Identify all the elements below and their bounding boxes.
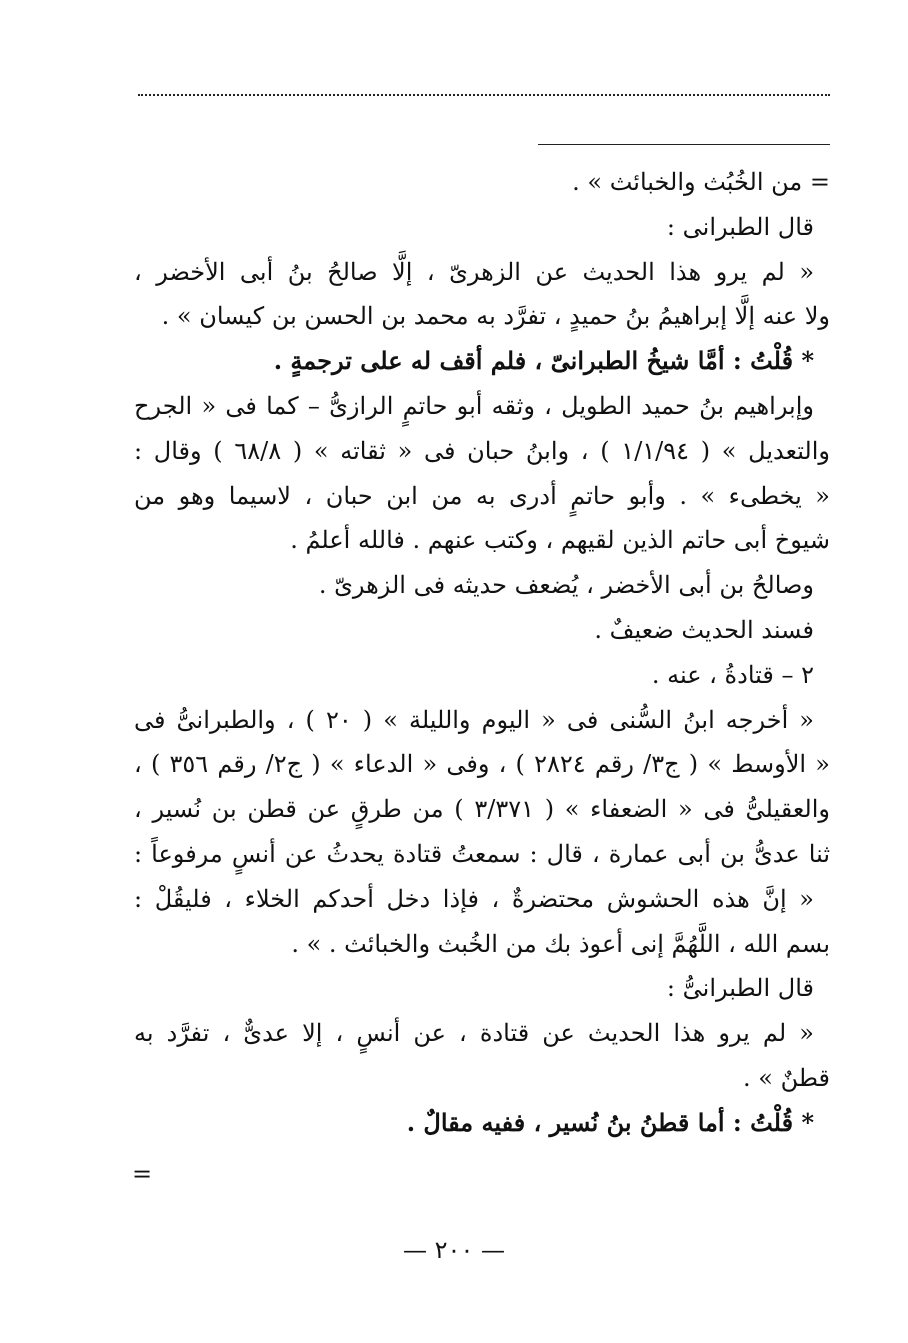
text-line: وإبراهيم بنُ حميد الطويل ، وثقه أبو حاتمٍ الرازىُّ – كما فى « الجرح [134, 391, 814, 420]
text-line: « الأوسط » ( ج٣/ رقم ٢٨٢٤ ) ، وفى « الدعاء » ( ج٢/ رقم ٣٥٦ ) ، [134, 750, 830, 779]
text-line: وصالحُ بن أبى الأخضر ، يُضعف حديثه فى الزهرىّ . [318, 571, 814, 600]
page-body [134, 160, 830, 1146]
text-line: قال الطبرانىُّ : [666, 974, 814, 1003]
text-line: « يخطىء » . وأبو حاتمٍ أدرى به من ابن حبان ، لاسيما وهو من [134, 481, 830, 510]
text-line: ولا عنه إلَّا إبراهيمُ بنُ حميدٍ ، تفرَّد به محمد بن الحسن بن كيسان » . [161, 302, 830, 331]
text-line: ثنا عدىُّ بن أبى عمارة ، قال : سمعتُ قتادة يحدثُ عن أنسٍ مرفوعاً : [134, 839, 830, 868]
continuation-mark: = [132, 1160, 153, 1188]
text-line: « أخرجه ابنُ السُّنى فى « اليوم والليلة » ( ٢٠ ) ، والطبرانىُّ فى [134, 705, 814, 734]
text-line: « لم يرو هذا الحديث عن الزهرىّ ، إلَّا صالحُ بنُ أبى الأخضر ، [134, 257, 815, 286]
text-line: فسند الحديث ضعيفٌ . [594, 615, 814, 644]
header-dotted-rule [138, 94, 830, 96]
text-line: ٢ – قتادةُ ، عنه . [651, 660, 814, 689]
text-line: = من الخُبُث والخبائث » . [572, 168, 830, 196]
text-line: « لم يرو هذا الحديث عن قتادة ، عن أنسٍ ، إلا عدىٌّ ، تفرَّد به [134, 1019, 814, 1048]
text-line: « إنَّ هذه الحشوش محتضرةٌ ، فإذا دخل أحدكم الخلاء ، فليقُلْ : [134, 884, 814, 913]
text-line: بسم الله ، اللَّهُمَّ إنى أعوذ بك من الخُبث والخبائث . » . [291, 929, 830, 958]
continuation-rule [538, 144, 830, 145]
text-line: قال الطبرانى : [666, 212, 814, 241]
text-line: قطنٌ » . [743, 1063, 830, 1092]
text-line: والعقيلىُّ فى « الضعفاء » ( ٣/٣٧١ ) من طرقٍ عن قطن بن نُسير ، [134, 795, 830, 824]
text-line: والتعديل » ( ١/١/٩٤ ) ، وابنُ حبان فى « ثقاته » ( ٦٨/٨ ) وقال : [134, 436, 831, 465]
text-line: * قُلْتُ : أما قطنُ بنُ نُسير ، ففيه مقالٌ . [406, 1107, 814, 1137]
page-number: — ٢٠٠ — [403, 1236, 505, 1264]
text-line: شيوخ أبى حاتم الذين لقيهم ، وكتب عنهم . فالله أعلمُ . [290, 526, 830, 555]
text-line: * قُلْتُ : أمَّا شيخُ الطبرانىّ ، فلم أقف له على ترجمةٍ . [273, 346, 814, 376]
